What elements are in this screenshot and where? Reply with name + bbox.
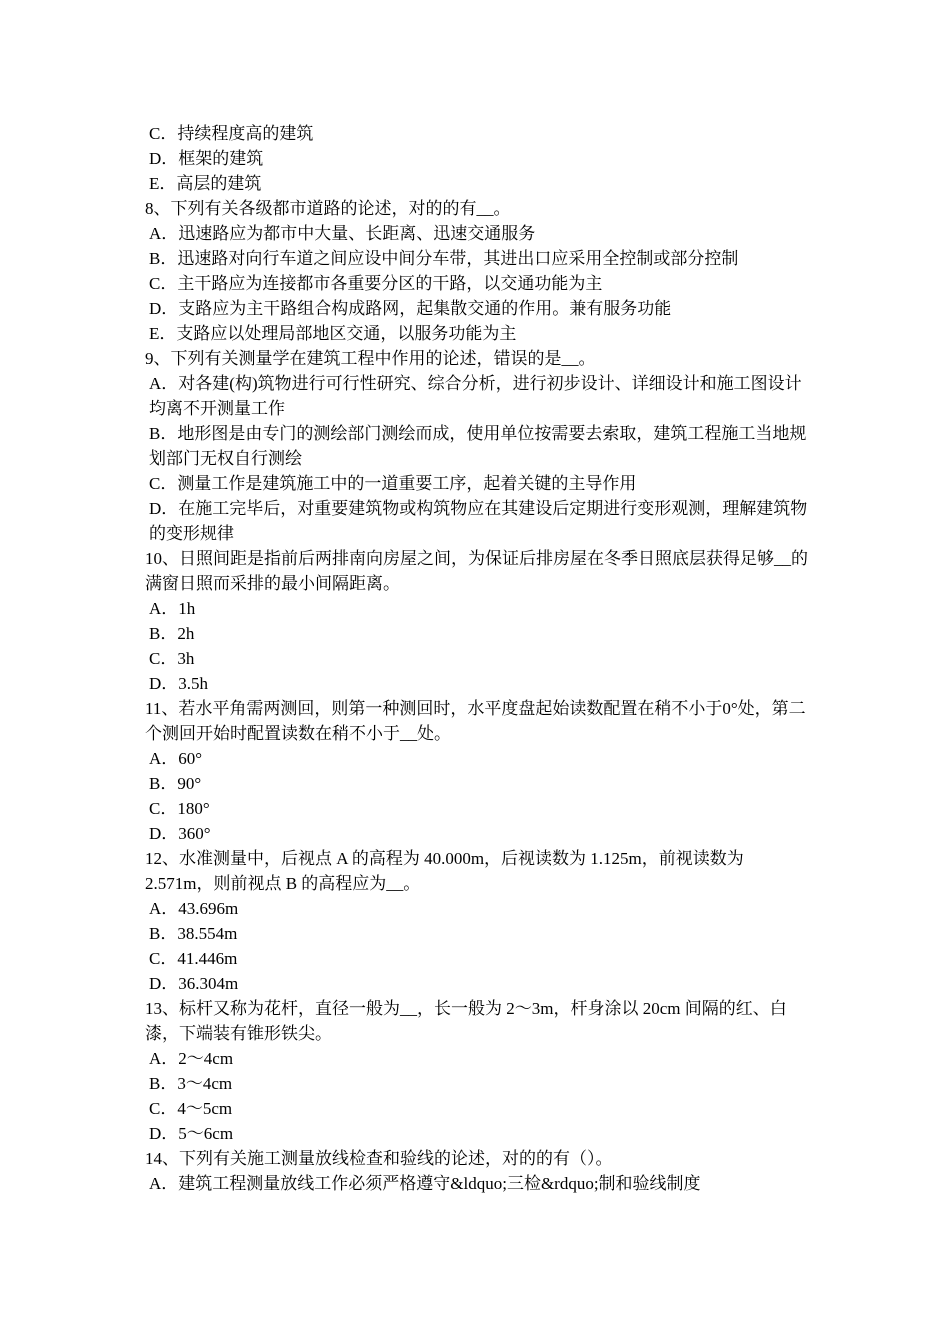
answer-option: D．框架的建筑 bbox=[149, 149, 264, 168]
answer-option: A．2～4cm bbox=[149, 1049, 234, 1068]
question-stem: 10、日照间距是指前后两排南向房屋之间，为保证后排房屋在冬季日照底层获得足够__的满窗日照而采排的最小间隔距离。 bbox=[145, 549, 808, 593]
answer-option: D．支路应为主干路组合构成路网，起集散交通的作用。兼有服务功能 bbox=[149, 299, 672, 318]
question-stem: 8、下列有关各级都市道路的论述，对的的有__。 bbox=[145, 199, 511, 218]
answer-option: A．43.696m bbox=[149, 899, 239, 918]
answer-option: D．在施工完毕后，对重要建筑物或构筑物应在其建设后定期进行变形观测，理解建筑物的变形规律 bbox=[149, 499, 808, 543]
answer-option: C．180° bbox=[149, 799, 210, 818]
answer-option: B．地形图是由专门的测绘部门测绘而成，使用单位按需要去索取，建筑工程施工当地规划部门无权自行测绘 bbox=[149, 424, 807, 468]
answer-option: D．36.304m bbox=[149, 974, 239, 993]
answer-option: C．4～5cm bbox=[149, 1099, 233, 1118]
answer-option: D．360° bbox=[149, 824, 211, 843]
answer-option: C．测量工作是建筑施工中的一道重要工序，起着关键的主导作用 bbox=[149, 474, 637, 493]
answer-option: A．对各建(构)筑物进行可行性研究、综合分析，进行初步设计、详细设计和施工图设计均离不开测量工作 bbox=[149, 374, 802, 418]
answer-option: E．高层的建筑 bbox=[149, 174, 262, 193]
answer-option: A．60° bbox=[149, 749, 203, 768]
answer-option: E．支路应以处理局部地区交通，以服务功能为主 bbox=[149, 324, 517, 343]
answer-option: C．持续程度高的建筑 bbox=[149, 124, 314, 143]
question-stem: 12、水准测量中，后视点 A 的高程为 40.000m，后视读数为 1.125m，前视读数为 2.571m，则前视点 B 的高程应为__。 bbox=[145, 849, 744, 893]
question-stem: 14、下列有关施工测量放线检查和验线的论述，对的的有（）。 bbox=[145, 1149, 613, 1168]
answer-option: C．3h bbox=[149, 649, 195, 668]
answer-option: C．主干路应为连接都市各重要分区的干路，以交通功能为主 bbox=[149, 274, 603, 293]
answer-option: A．1h bbox=[149, 599, 196, 618]
question-stem: 13、标杆又称为花杆，直径一般为__，长一般为 2～3m，杆身涂以 20cm 间隔的红、白漆，下端装有锥形铁尖。 bbox=[145, 999, 787, 1043]
answer-option: D．3.5h bbox=[149, 674, 209, 693]
answer-option: B．90° bbox=[149, 774, 202, 793]
answer-option: D．5～6cm bbox=[149, 1124, 234, 1143]
question-stem: 9、下列有关测量学在建筑工程中作用的论述，错误的是__。 bbox=[145, 349, 596, 368]
answer-option: B．迅速路对向行车道之间应设中间分车带，其进出口应采用全控制或部分控制 bbox=[149, 249, 739, 268]
answer-option: A．迅速路应为都市中大量、长距离、迅速交通服务 bbox=[149, 224, 536, 243]
answer-option: A．建筑工程测量放线工作必须严格遵守&ldquo;三检&rdquo;制和验线制度 bbox=[149, 1174, 701, 1193]
document-page bbox=[145, 121, 813, 1196]
answer-option: B．3～4cm bbox=[149, 1074, 233, 1093]
answer-option: B．2h bbox=[149, 624, 195, 643]
answer-option: C．41.446m bbox=[149, 949, 238, 968]
answer-option: B．38.554m bbox=[149, 924, 238, 943]
question-stem: 11、若水平角需两测回，则第一种测回时，水平度盘起始读数配置在稍不小于0°处，第二个测回开始时配置读数在稍不小于__处。 bbox=[145, 699, 806, 743]
document-body bbox=[145, 121, 813, 1196]
